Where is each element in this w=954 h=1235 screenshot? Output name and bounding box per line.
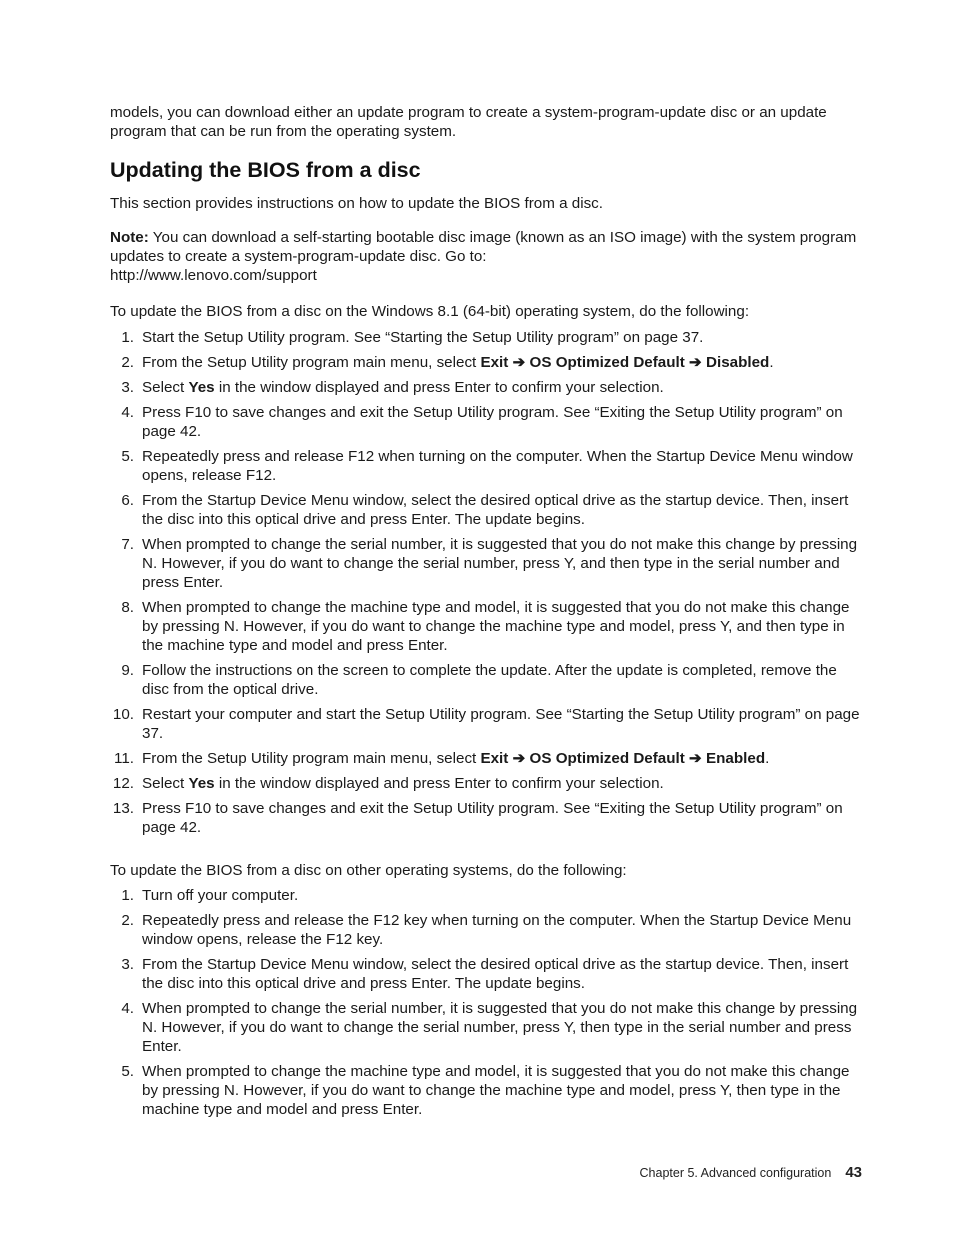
note-label: Note: [110,229,149,246]
section-heading: Updating the BIOS from a disc [110,158,421,182]
arrow-icon: ➔ [512,750,526,767]
support-url: http://www.lenovo.com/support [110,267,317,284]
list-item: 12. Select Yes in the window displayed and press Enter to confirm your selection. [112,775,664,792]
list-item: 8. When prompted to change the machine type and model, it is suggested that you do not make this change by pressing N. However, if you do want to change the machine type and model, press Y, and then type in the machine type and model and press Enter. [121,599,850,654]
list-item: 1. Turn off your computer. [121,887,299,904]
arrow-icon: ➔ [689,354,702,371]
list-item: 5. Repeatedly press and release F12 when turning on the computer. When the Startup Device Menu window opens, release F12. [121,448,853,484]
list-item: 3. Select Yes in the window displayed and press Enter to confirm your selection. [121,379,664,396]
section-description: This section provides instructions on how to update the BIOS from a disc. [110,195,603,212]
chapter-label: Chapter 5. Advanced configuration [639,1166,832,1180]
list-item: 6. From the Startup Device Menu window, select the desired optical drive as the startup device. Then, insert the disc into this optical drive and press Enter. The update begins. [121,492,849,528]
list-item: 13. Press F10 to save changes and exit the Setup Utility program. See “Exiting the Setup Utility program” on page 42. [112,800,843,836]
page-number: 43 [845,1164,862,1181]
note-paragraph [110,228,862,285]
list-item: 2. Repeatedly press and release the F12 key when turning on the computer. When the Startup Device Menu window opens, release the F12 key. [121,912,852,948]
note-text: You can download a self-starting bootable disc image (known as an ISO image) with the system program updates to create a system-program-update disc. Go to: [110,229,857,265]
list-item: 2. From the Setup Utility program main menu, select Exit ➔ OS Optimized Default ➔ Disabled. [121,354,774,371]
win81-steps-list [110,328,865,843]
list-item: 10. Restart your computer and start the Setup Utility program. See “Starting the Setup Utility program” on page 37. [112,706,860,742]
arrow-icon: ➔ [512,354,526,371]
list-item: 1. Start the Setup Utility program. See “Starting the Setup Utility program” on page 37. [121,329,704,346]
arrow-icon: ➔ [689,750,702,767]
other-os-intro: To update the BIOS from a disc on other operating systems, do the following: [110,862,627,879]
page-footer [640,1164,862,1182]
list-item: 4. When prompted to change the serial number, it is suggested that you do not make this change by pressing N. However, if you do want to change the serial number, press Y, then type in the serial number and press Enter. [121,1000,858,1055]
list-item: 3. From the Startup Device Menu window, select the desired optical drive as the startup device. Then, insert the disc into this optical drive and press Enter. The update begins. [121,956,849,992]
win81-intro: To update the BIOS from a disc on the Windows 8.1 (64-bit) operating system, do the following: [110,303,750,320]
list-item: 4. Press F10 to save changes and exit the Setup Utility program. See “Exiting the Setup Utility program” on page 42. [121,404,843,440]
list-item: 5. When prompted to change the machine type and model, it is suggested that you do not make this change by pressing N. However, if you do want to change the machine type and model, press Y, then type in the machine type and model and press Enter. [121,1063,850,1118]
list-item: 11. From the Setup Utility program main menu, select Exit ➔ OS Optimized Default ➔ Enabled. [114,750,770,767]
intro-continued-paragraph: models, you can download either an update program to create a system-program-update disc or an update program that can be run from the operating system. [110,104,827,140]
list-item: 7. When prompted to change the serial number, it is suggested that you do not make this change by pressing N. However, if you do want to change the serial number, press Y, and then type in the serial number and press Enter. [121,536,858,591]
list-item: 9. Follow the instructions on the screen to complete the update. After the update is completed, remove the disc from the optical drive. [121,662,837,698]
other-os-steps-list [110,886,865,1125]
